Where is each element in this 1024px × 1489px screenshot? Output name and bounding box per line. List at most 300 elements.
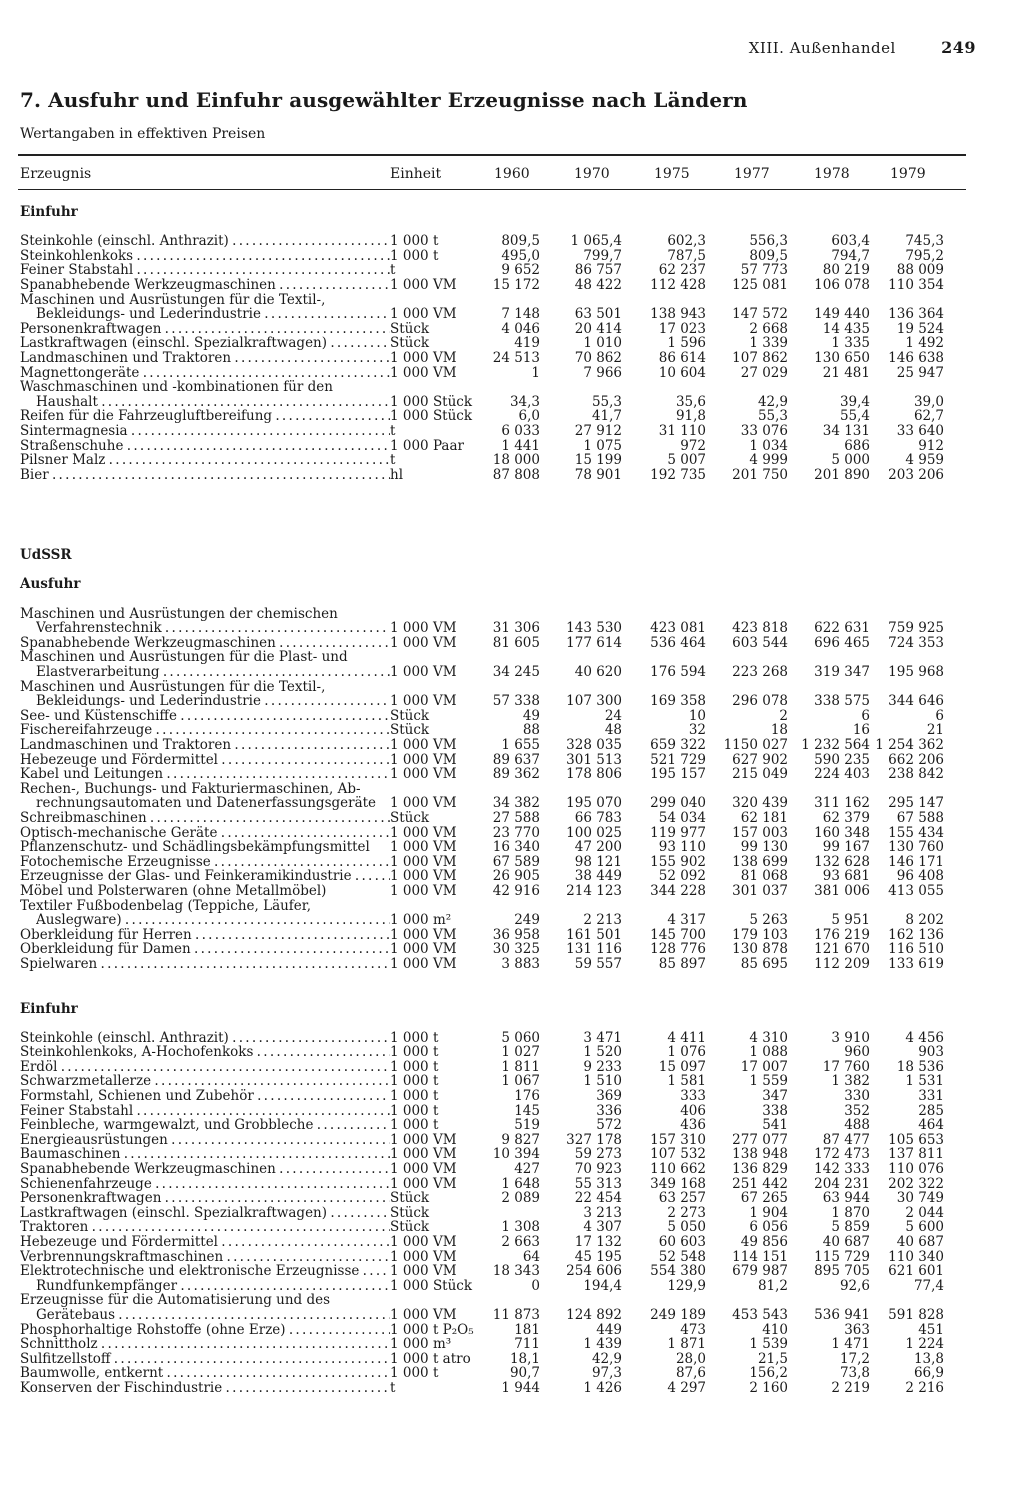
row-value-1977: 27 029	[740, 364, 788, 381]
row-value-1977: 296 078	[732, 693, 788, 710]
row-value-1975: 344 228	[650, 882, 706, 899]
row-label: Textiler Fußbodenbelag (Teppiche, Läufer,	[20, 898, 312, 914]
row-unit: 1 000 m³	[390, 1336, 452, 1353]
row-label: Bekleidungs- und Lederindustrie . . .	[36, 694, 390, 709]
table-row	[20, 336, 964, 351]
row-value-1960: 64	[522, 1248, 540, 1265]
col-header-1978: 1978	[814, 166, 850, 182]
row-value-1975: 787,5	[667, 247, 706, 264]
row-unit: t	[390, 1379, 396, 1396]
row-value-1970: 1 520	[583, 1044, 622, 1061]
table-row	[20, 869, 964, 884]
row-value-1975: 145 700	[650, 926, 706, 943]
trade-table	[20, 205, 964, 1396]
table-row	[20, 395, 964, 410]
row-value-1979: 105 653	[888, 1131, 944, 1148]
row-label: Landmaschinen und Traktoren . . .	[20, 351, 390, 366]
row-unit: 1 000 VM	[390, 1306, 457, 1323]
row-value-1970: 799,7	[583, 247, 622, 264]
row-label: Hebezeuge und Fördermittel . . .	[20, 753, 390, 768]
row-value-1970: 78 901	[574, 466, 622, 483]
row-value-1970: 178 806	[566, 766, 622, 783]
row-label: Feiner Stabstahl . . .	[20, 263, 390, 278]
row-value-1960: 87 808	[492, 466, 540, 483]
row-unit: 1 000 VM	[390, 634, 457, 651]
row-value-1975: 349 168	[650, 1175, 706, 1192]
row-value-1975: 60 603	[658, 1234, 706, 1250]
table-row	[20, 826, 964, 841]
row-value-1978: 224 403	[814, 766, 870, 783]
row-value-1978: 55,4	[839, 408, 870, 425]
row-value-1970: 70 862	[574, 349, 622, 366]
row-value-1975: 5 050	[667, 1219, 706, 1236]
row-label: Haushalt . . .	[36, 395, 390, 410]
row-value-1979: 162 136	[888, 926, 944, 943]
row-value-1977: 107 862	[732, 349, 788, 366]
page-number: 249	[941, 38, 976, 57]
row-value-1960: 34,3	[509, 393, 540, 410]
row-value-1979: 39,0	[913, 393, 944, 410]
row-value-1978: 1 870	[831, 1204, 870, 1221]
row-value-1970: 40 620	[574, 664, 622, 681]
row-value-1960: 34 382	[492, 795, 540, 812]
table-row	[20, 1293, 964, 1308]
row-unit: 1 000 VM	[390, 306, 457, 323]
row-value-1975: 17 023	[658, 320, 706, 337]
table-row	[20, 1118, 964, 1133]
row-value-1970: 161 501	[566, 926, 622, 943]
row-value-1977: 4 999	[749, 452, 788, 469]
row-value-1979: 110 340	[888, 1248, 944, 1265]
row-label: Rundfunkempfänger . . .	[36, 1279, 390, 1294]
row-value-1970: 131 116	[566, 941, 622, 958]
row-label: Sintermagnesia . . .	[20, 424, 390, 439]
row-value-1978: 176 219	[814, 926, 870, 943]
row-unit: 1 000 VM	[390, 839, 457, 856]
row-value-1975: 138 943	[650, 306, 706, 323]
row-value-1977: 136 829	[732, 1161, 788, 1178]
table-row	[20, 796, 964, 811]
row-value-1975: 473	[680, 1321, 706, 1338]
row-unit: 1 000 VM	[390, 1131, 457, 1148]
row-value-1978: 311 162	[814, 795, 870, 812]
row-unit: 1 000 Stück	[390, 393, 473, 410]
table-title: 7. Ausfuhr und Einfuhr ausgewählter Erzeugnisse nach Ländern	[20, 88, 748, 112]
row-value-1970: 100 025	[566, 824, 622, 841]
row-unit: 1 000 t	[390, 233, 439, 250]
row-value-1975: 35,6	[675, 393, 706, 410]
table-row	[20, 1060, 964, 1075]
row-unit: 1 000 t atro	[390, 1350, 471, 1367]
row-value-1979: 19 524	[896, 320, 944, 337]
row-value-1970: 214 123	[566, 882, 622, 899]
row-value-1977: 338	[762, 1102, 788, 1119]
row-value-1977: 138 948	[732, 1146, 788, 1163]
row-value-1960: 31 306	[492, 620, 540, 637]
row-value-1977: 81 068	[740, 868, 788, 885]
row-value-1978: 16	[852, 722, 870, 739]
row-label: Sulfitzellstoff . . .	[20, 1352, 390, 1367]
table-row	[20, 307, 964, 322]
row-label: Kabel und Leitungen . . .	[20, 767, 390, 782]
row-value-1970: 327 178	[566, 1131, 622, 1148]
row-value-1960: 42 916	[492, 882, 540, 899]
row-unit: 1 000 VM	[390, 868, 457, 885]
row-value-1975: 155 902	[650, 853, 706, 870]
row-unit: Stück	[390, 707, 430, 724]
table-row	[20, 1104, 964, 1119]
row-value-1970: 3 213	[583, 1204, 622, 1221]
row-value-1978: 960	[844, 1044, 870, 1061]
table-row	[20, 1250, 964, 1265]
table-row	[20, 1089, 964, 1104]
row-value-1970: 70 923	[574, 1161, 622, 1178]
row-value-1975: 423 081	[650, 620, 706, 637]
row-value-1978: 5 000	[831, 452, 870, 469]
row-value-1977: 251 442	[732, 1175, 788, 1192]
row-value-1960: 57 338	[492, 693, 540, 710]
row-unit: hl	[390, 466, 404, 483]
row-value-1977: 1 904	[749, 1204, 788, 1221]
row-value-1970: 1 065,4	[570, 233, 622, 250]
row-value-1979: 33 640	[896, 422, 944, 439]
row-value-1978: 87 477	[822, 1131, 870, 1148]
row-unit: Stück	[390, 335, 430, 352]
row-value-1977: 99 130	[740, 839, 788, 856]
row-label: Rechen-, Buchungs- und Fakturiermaschinen, Ab-	[20, 781, 361, 797]
row-label: Baumwolle, entkernt . . .	[20, 1366, 390, 1381]
row-value-1978: 5 951	[831, 912, 870, 929]
table-row	[20, 665, 964, 680]
row-value-1979: 662 206	[888, 751, 944, 768]
row-value-1975: 4 411	[667, 1029, 706, 1046]
row-value-1978: 73,8	[839, 1365, 870, 1382]
row-label: Maschinen und Ausrüstungen für die Plast- und	[20, 650, 348, 666]
row-value-1970: 48	[604, 722, 622, 739]
table-row	[20, 424, 964, 439]
row-value-1970: 4 307	[583, 1219, 622, 1236]
row-value-1975: 31 110	[658, 422, 706, 439]
row-value-1970: 98 121	[574, 853, 622, 870]
row-value-1979: 1 492	[905, 335, 944, 352]
row-value-1978: 363	[844, 1321, 870, 1338]
row-value-1979: 724 353	[888, 634, 944, 651]
row-value-1978: 106 078	[814, 276, 870, 293]
row-value-1960: 809,5	[501, 233, 540, 250]
table-row	[20, 884, 964, 899]
col-header-1979: 1979	[890, 166, 926, 182]
table-row	[20, 928, 964, 943]
table-row	[20, 650, 964, 665]
row-value-1977: 2 160	[749, 1379, 788, 1396]
row-value-1975: 157 310	[650, 1131, 706, 1148]
row-value-1960: 24 513	[492, 349, 540, 366]
row-value-1977: 81,2	[757, 1277, 788, 1294]
row-value-1978: 149 440	[814, 306, 870, 323]
table-row	[20, 723, 964, 738]
row-value-1970: 301 513	[566, 751, 622, 768]
header-rule	[18, 189, 966, 190]
row-unit: 1 000 t	[390, 1073, 439, 1090]
row-value-1960: 2 089	[501, 1190, 540, 1207]
row-value-1970: 194,4	[583, 1277, 622, 1294]
row-value-1978: 338 575	[814, 693, 870, 710]
row-label: Erzeugnisse der Glas- und Feinkeramikindustrie . . .	[20, 869, 390, 884]
row-value-1978: 99 167	[822, 839, 870, 856]
row-value-1960: 16 340	[492, 839, 540, 856]
row-value-1977: 277 077	[732, 1131, 788, 1148]
table-row	[20, 767, 964, 782]
row-unit: 1 000 VM	[390, 1175, 457, 1192]
table-row	[20, 1337, 964, 1352]
row-value-1977: 423 818	[732, 620, 788, 637]
row-label: Hebezeuge und Fördermittel . . .	[20, 1235, 390, 1250]
row-value-1975: 521 729	[650, 751, 706, 768]
row-value-1977: 42,9	[757, 393, 788, 410]
row-value-1970: 336	[596, 1102, 622, 1119]
row-unit: 1 000 VM	[390, 664, 457, 681]
row-value-1970: 254 606	[566, 1263, 622, 1280]
row-value-1978: 1 471	[831, 1336, 870, 1353]
row-value-1960: 181	[514, 1321, 540, 1338]
row-value-1960: 27 588	[492, 809, 540, 826]
row-value-1960: 495,0	[501, 247, 540, 264]
row-unit: 1 000 VM	[390, 853, 457, 870]
col-header-unit: Einheit	[390, 166, 442, 182]
table-row	[20, 409, 964, 424]
row-value-1970: 1 510	[583, 1073, 622, 1090]
row-value-1979: 2 216	[905, 1379, 944, 1396]
row-value-1960: 1 441	[501, 437, 540, 454]
row-value-1975: 406	[680, 1102, 706, 1119]
row-value-1977: 4 310	[749, 1029, 788, 1046]
row-value-1977: 1 539	[749, 1336, 788, 1353]
row-label: Erzeugnisse für die Automatisierung und des	[20, 1293, 331, 1308]
row-value-1977: 157 003	[732, 824, 788, 841]
row-label: Pilsner Malz . . .	[20, 453, 390, 468]
row-value-1970: 177 614	[566, 634, 622, 651]
row-value-1960: 88	[522, 722, 540, 739]
row-unit: 1 000 VM	[390, 766, 457, 783]
table-row	[20, 278, 964, 293]
row-value-1960: 81 605	[492, 634, 540, 651]
row-label: Auslegware) . . .	[36, 913, 390, 928]
row-value-1975: 1 581	[667, 1073, 706, 1090]
row-value-1977: 130 878	[732, 941, 788, 958]
row-value-1977: 57 773	[740, 262, 788, 279]
table-row	[20, 811, 964, 826]
row-label: Bekleidungs- und Lederindustrie . . .	[36, 307, 390, 322]
row-value-1979: 96 408	[896, 868, 944, 885]
row-label: Fischereifahrzeuge . . .	[20, 723, 390, 738]
row-value-1960: 4 046	[501, 320, 540, 337]
row-value-1978: 3 910	[831, 1029, 870, 1046]
row-value-1977: 1 088	[749, 1044, 788, 1061]
row-value-1978: 132 628	[814, 853, 870, 870]
row-value-1975: 62 237	[658, 262, 706, 279]
row-value-1970: 3 471	[583, 1029, 622, 1046]
row-value-1960: 176	[514, 1088, 540, 1105]
row-label: Maschinen und Ausrüstungen für die Textil-,	[20, 679, 326, 695]
row-value-1960: 89 362	[492, 766, 540, 783]
row-value-1975: 32	[688, 722, 706, 739]
row-value-1977: 1 034	[749, 437, 788, 454]
table-row	[20, 234, 964, 249]
row-value-1977: 1 339	[749, 335, 788, 352]
row-value-1979: 6	[935, 707, 944, 724]
row-value-1975: 176 594	[650, 664, 706, 681]
row-value-1970: 97,3	[591, 1365, 622, 1382]
row-value-1977: 179 103	[732, 926, 788, 943]
row-unit: 1 000 VM	[390, 882, 457, 899]
block-spacer	[20, 482, 964, 548]
block-spacer	[20, 972, 964, 1002]
row-label: Pflanzenschutz- und Schädlingsbekämpfungsmittel	[20, 840, 370, 855]
table-row	[20, 1191, 964, 1206]
row-value-1978: 5 859	[831, 1219, 870, 1236]
row-value-1977: 215 049	[732, 766, 788, 783]
table-row	[20, 957, 964, 972]
row-value-1978: 488	[844, 1117, 870, 1134]
running-header	[749, 38, 976, 57]
row-value-1979: 133 619	[888, 955, 944, 972]
row-unit: 1 000 t P₂O₅	[390, 1321, 474, 1338]
table-row	[20, 1352, 964, 1367]
table-row	[20, 1031, 964, 1046]
row-value-1978: 115 729	[814, 1248, 870, 1265]
row-value-1978: 696 465	[814, 634, 870, 651]
row-unit: 1 000 t	[390, 1088, 439, 1105]
row-value-1960: 26 905	[492, 868, 540, 885]
row-value-1970: 1 075	[583, 437, 622, 454]
row-value-1979: 903	[918, 1044, 944, 1061]
row-unit: 1 000 VM	[390, 737, 457, 753]
table-row	[20, 607, 964, 622]
row-label: Spielwaren . . .	[20, 957, 390, 972]
row-value-1975: 54 034	[658, 809, 706, 826]
row-value-1979: 40 687	[896, 1234, 944, 1250]
row-value-1975: 1 596	[667, 335, 706, 352]
row-value-1978: 319 347	[814, 664, 870, 681]
row-value-1977: 17 007	[740, 1058, 788, 1075]
row-value-1979: 202 322	[888, 1175, 944, 1192]
row-value-1970: 55 313	[574, 1175, 622, 1192]
row-value-1979: 25 947	[896, 364, 944, 381]
row-value-1970: 63 501	[574, 306, 622, 323]
row-unit: t	[390, 452, 396, 469]
row-label: Optisch-mechanische Geräte . . .	[20, 826, 390, 841]
row-value-1975: 10 604	[658, 364, 706, 381]
row-unit: 1 000 t	[390, 247, 439, 264]
row-value-1978: 536 941	[814, 1306, 870, 1323]
row-value-1978: 112 209	[814, 955, 870, 972]
row-value-1979: 331	[918, 1088, 944, 1105]
row-value-1978: 160 348	[814, 824, 870, 841]
row-label: Fotochemische Erzeugnisse . . .	[20, 855, 390, 870]
row-value-1960: 519	[514, 1117, 540, 1134]
col-header-1970: 1970	[574, 166, 610, 182]
row-label: Landmaschinen und Traktoren . . .	[20, 738, 390, 753]
row-value-1979: 18 536	[896, 1058, 944, 1075]
row-value-1979: 238 842	[888, 766, 944, 783]
row-value-1970: 48 422	[574, 276, 622, 293]
row-value-1979: 146 638	[888, 349, 944, 366]
row-label: Elastverarbeitung . . .	[36, 665, 390, 680]
row-value-1979: 116 510	[888, 941, 944, 958]
table-row	[20, 1074, 964, 1089]
row-value-1960: 419	[514, 335, 540, 352]
row-label: Steinkohlenkoks, A-Hochofenkoks . . .	[20, 1045, 390, 1060]
row-unit: Stück	[390, 809, 430, 826]
row-value-1975: 52 548	[658, 1248, 706, 1265]
row-value-1979: 110 354	[888, 276, 944, 293]
row-value-1960: 89 637	[492, 751, 540, 768]
row-value-1970: 124 892	[566, 1306, 622, 1323]
table-row	[20, 899, 964, 914]
row-value-1960: 711	[514, 1336, 540, 1353]
row-value-1977: 410	[762, 1321, 788, 1338]
table-row	[20, 1279, 964, 1294]
row-value-1975: 112 428	[650, 276, 706, 293]
row-value-1970: 41,7	[591, 408, 622, 425]
row-label: Erdöl . . .	[20, 1060, 390, 1075]
row-value-1979: 591 828	[888, 1306, 944, 1323]
row-value-1960: 15 172	[492, 276, 540, 293]
table-row	[20, 782, 964, 797]
row-value-1979: 62,7	[913, 408, 944, 425]
table-row	[20, 351, 964, 366]
row-value-1960: 10 394	[492, 1146, 540, 1163]
row-value-1978: 201 890	[814, 466, 870, 483]
row-value-1960: 5 060	[501, 1029, 540, 1046]
table-row	[20, 709, 964, 724]
row-value-1978: 40 687	[822, 1234, 870, 1250]
row-label: Formstahl, Schienen und Zubehör . . .	[20, 1089, 390, 1104]
row-value-1977: 138 699	[732, 853, 788, 870]
table-row	[20, 636, 964, 651]
row-value-1979: 295 147	[888, 795, 944, 812]
row-value-1960: 34 245	[492, 664, 540, 681]
row-value-1977: 541	[762, 1117, 788, 1134]
row-value-1979: 451	[918, 1321, 944, 1338]
row-value-1970: 22 454	[574, 1190, 622, 1207]
row-unit: 1 000 VM	[390, 824, 457, 841]
row-value-1975: 536 464	[650, 634, 706, 651]
table-row	[20, 913, 964, 928]
row-value-1970: 66 783	[574, 809, 622, 826]
row-label: Spanabhebende Werkzeugmaschinen . . .	[20, 636, 390, 651]
row-label: Feinbleche, warmgewalzt, und Grobbleche . . .	[20, 1118, 390, 1133]
row-value-1975: 93 110	[658, 839, 706, 856]
table-row	[20, 1235, 964, 1250]
row-value-1978: 21 481	[822, 364, 870, 381]
table-row	[20, 1206, 964, 1221]
row-value-1979: 30 749	[896, 1190, 944, 1207]
row-value-1978: 6	[861, 707, 870, 724]
row-value-1960: 0	[531, 1277, 540, 1294]
row-value-1970: 195 070	[566, 795, 622, 812]
row-value-1978: 93 681	[822, 868, 870, 885]
row-value-1975: 1 076	[667, 1044, 706, 1061]
row-value-1979: 759 925	[888, 620, 944, 637]
row-value-1978: 17,2	[839, 1350, 870, 1367]
row-value-1977: 301 037	[732, 882, 788, 899]
table-row	[20, 380, 964, 395]
table-row	[20, 1162, 964, 1177]
row-value-1960: 18,1	[509, 1350, 540, 1367]
row-value-1975: 86 614	[658, 349, 706, 366]
section-heading: Ausfuhr	[20, 576, 81, 593]
